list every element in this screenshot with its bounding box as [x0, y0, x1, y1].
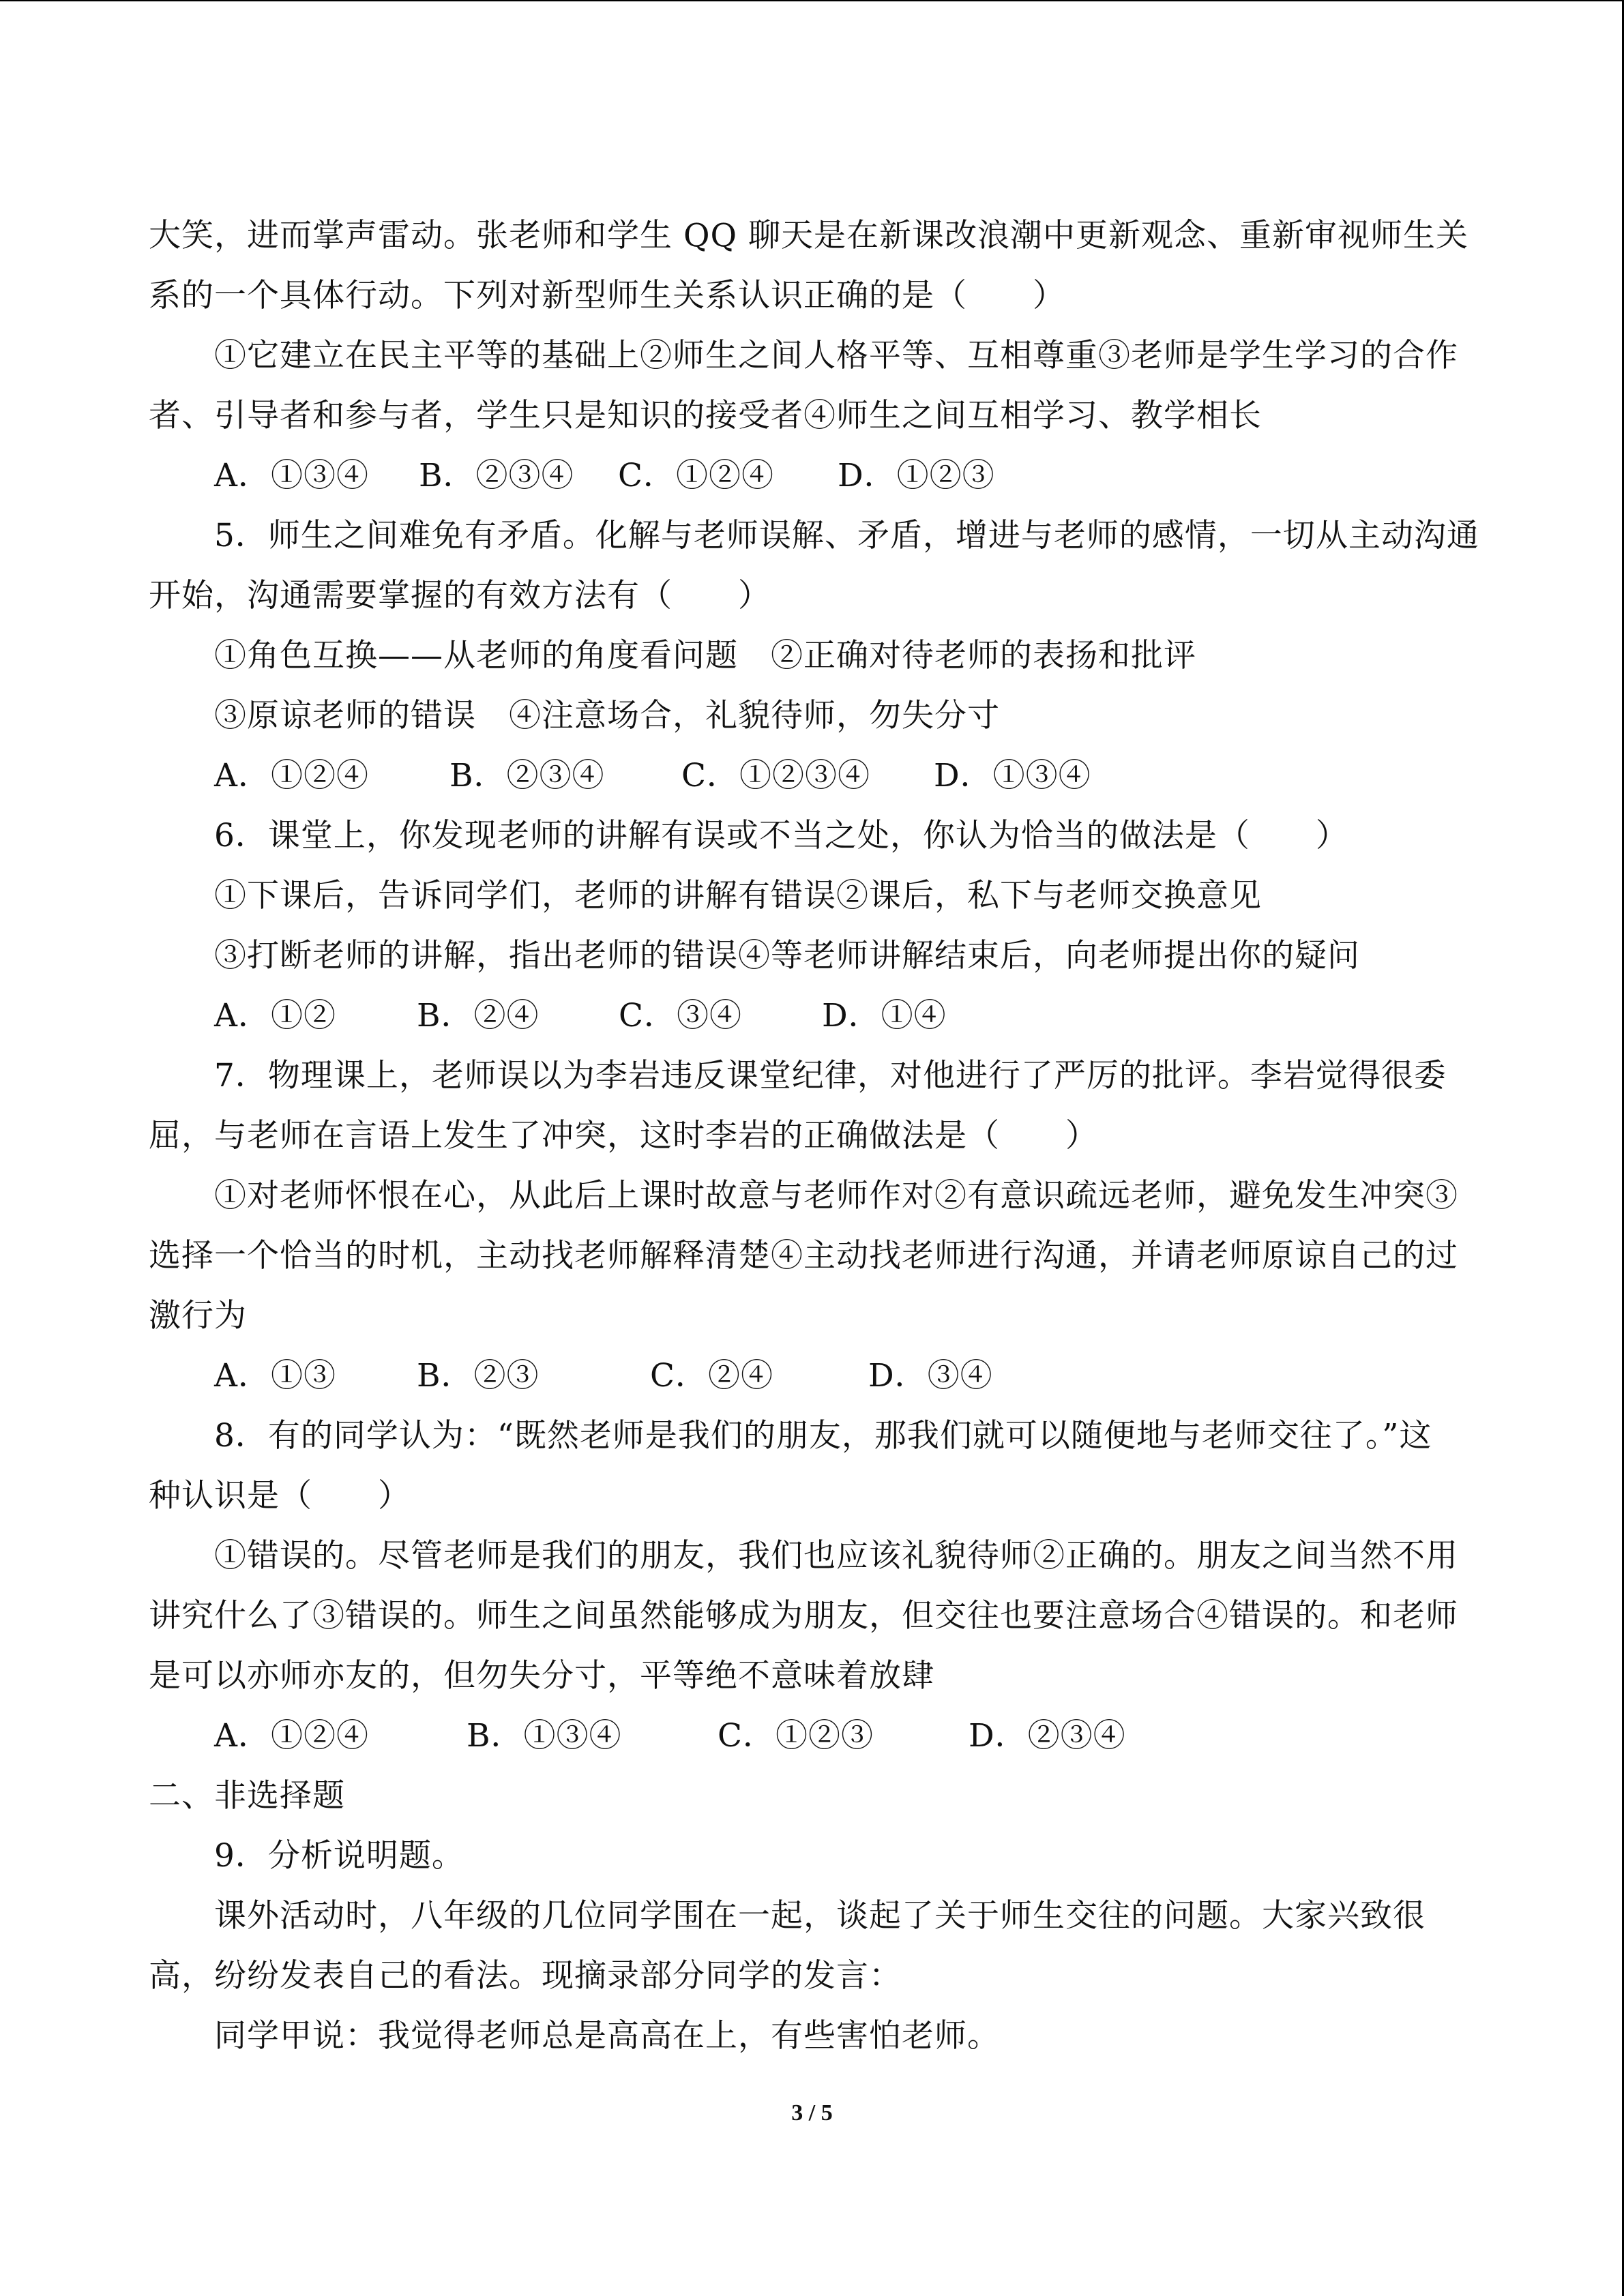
option-d: D．①④ [822, 997, 947, 1034]
text-line: 屈，与老师在言语上发生了冲突，这时李岩的正确做法是（ ） [149, 1117, 1098, 1154]
text-line: 讲究什么了③错误的。师生之间虽然能够成为朋友，但交往也要注意场合④错误的。和老师 [149, 1597, 1458, 1635]
question-6: 6．课堂上，你发现老师的讲解有误或不当之处，你认为恰当的做法是（ ） [214, 817, 1348, 854]
option-a: A．①② [214, 997, 336, 1034]
option-c: C．①②③ [718, 1717, 874, 1755]
option-c: C．①②④ [618, 457, 774, 494]
text-line: 课外活动时，八年级的几位同学围在一起，谈起了关于师生交往的问题。大家兴致很 [214, 1897, 1426, 1935]
text-line: ③打断老师的讲解，指出老师的错误④等老师讲解结束后，向老师提出你的疑问 [214, 937, 1360, 974]
question-5: 5．师生之间难免有矛盾。化解与老师误解、矛盾，增进与老师的感情，一切从主动沟通 [214, 517, 1479, 554]
option-c: C．②④ [650, 1357, 773, 1395]
text-line: 选择一个恰当的时机，主动找老师解释清楚④主动找老师进行沟通，并请老师原谅自己的过 [149, 1237, 1458, 1274]
question-8: 8．有的同学认为：“既然老师是我们的朋友，那我们就可以随便地与老师交往了。”这 [214, 1417, 1432, 1455]
q5-options [149, 746, 1479, 806]
option-a: A．①③ [214, 1357, 336, 1395]
option-b: B．②③④ [419, 457, 574, 494]
option-b: B．②④ [417, 997, 540, 1034]
section-heading: 二、非选择题 [149, 1777, 345, 1815]
page-top-border [0, 0, 1624, 1]
text-line: ①角色互换——从老师的角度看问题 ②正确对待老师的表扬和批评 [214, 637, 1196, 674]
text-line: 是可以亦师亦友的，但勿失分寸，平等绝不意味着放肆 [149, 1657, 934, 1695]
option-c: C．③④ [619, 997, 742, 1034]
page-content [149, 206, 1479, 2066]
page-number: 3 / 5 [791, 2100, 833, 2126]
option-c: C．①②③④ [681, 757, 870, 794]
text-line: ①错误的。尽管老师是我们的朋友，我们也应该礼貌待师②正确的。朋友之间当然不用 [214, 1537, 1458, 1575]
text-line: ③原谅老师的错误 ④注意场合，礼貌待师，勿失分寸 [214, 697, 1000, 734]
option-a: A．①②④ [214, 1717, 369, 1755]
text-line: 开始，沟通需要掌握的有效方法有（ ） [149, 577, 771, 614]
text-line: 种认识是（ ） [149, 1477, 411, 1515]
option-d: D．③④ [868, 1357, 993, 1395]
option-d: D．①③④ [934, 757, 1091, 794]
q7-options [149, 1346, 1479, 1406]
text-line: 者、引导者和参与者，学生只是知识的接受者④师生之间互相学习、教学相长 [149, 397, 1262, 434]
q4-options [149, 446, 1479, 506]
q8-options [149, 1706, 1479, 1766]
question-7: 7．物理课上，老师误以为李岩违反课堂纪律，对他进行了严厉的批评。李岩觉得很委 [214, 1057, 1447, 1094]
option-a: A．①③④ [214, 457, 369, 494]
text-line: 高，纷纷发表自己的看法。现摘录部分同学的发言： [149, 1957, 902, 1995]
text-line: 大笑，进而掌声雷动。张老师和学生 QQ 聊天是在新课改浪潮中更新观念、重新审视师生关 [149, 217, 1468, 254]
option-d: D．①②③ [838, 457, 995, 494]
text-line: 同学甲说：我觉得老师总是高高在上，有些害怕老师。 [214, 2017, 1000, 2055]
text-line: 激行为 [149, 1297, 247, 1335]
text-line: ①它建立在民主平等的基础上②师生之间人格平等、互相尊重③老师是学生学习的合作 [214, 337, 1458, 374]
option-b: B．②③ [417, 1357, 540, 1395]
text-line: 系的一个具体行动。下列对新型师生关系认识正确的是（ ） [149, 277, 1065, 314]
q6-options [149, 986, 1479, 1046]
text-line: ①对老师怀恨在心，从此后上课时故意与老师作对②有意识疏远老师，避免发生冲突③ [214, 1177, 1458, 1214]
option-b: B．②③④ [449, 757, 605, 794]
option-b: B．①③④ [467, 1717, 622, 1755]
text-line: ①下课后，告诉同学们，老师的讲解有错误②课后，私下与老师交换意见 [214, 877, 1262, 914]
option-a: A．①②④ [214, 757, 369, 794]
question-9: 9．分析说明题。 [214, 1837, 464, 1875]
option-d: D．②③④ [969, 1717, 1126, 1755]
